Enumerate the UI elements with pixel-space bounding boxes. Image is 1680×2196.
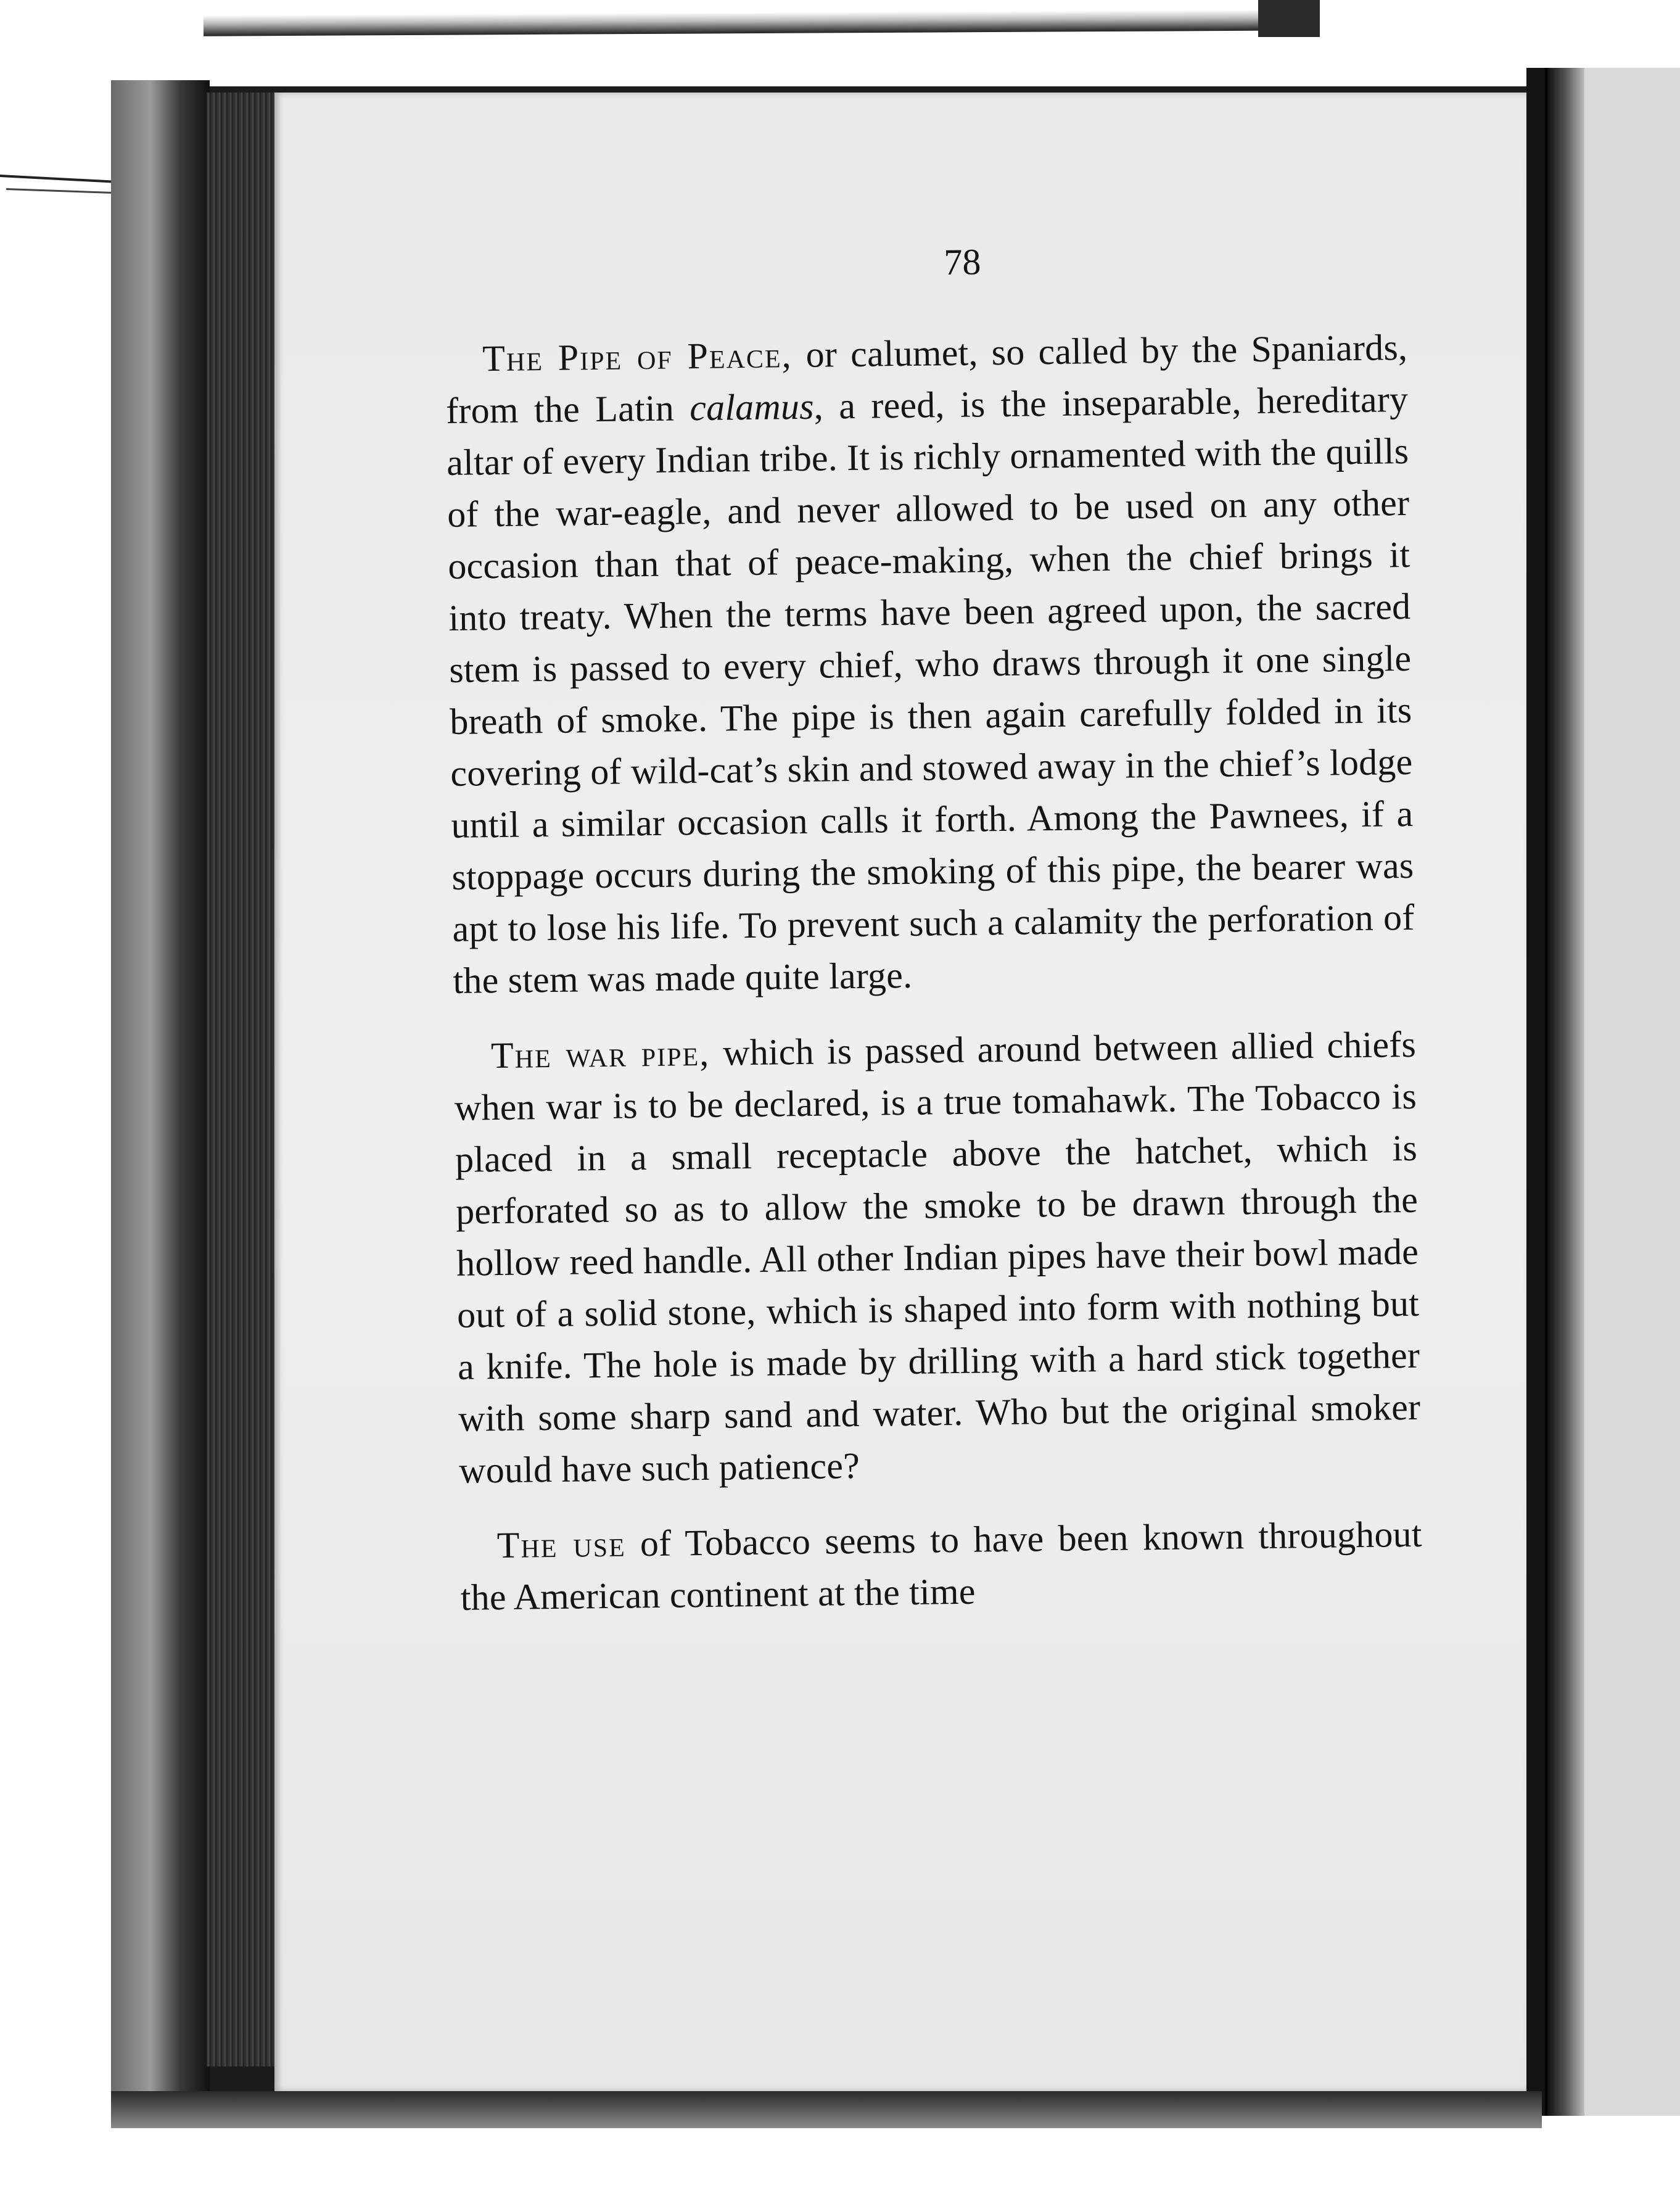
- page-stack-edges: [207, 93, 274, 2066]
- paragraph-body-rest: , a reed, is the inseparable, hereditary altar of every Indian tribe. It is richly ornamented with the quills of the war-eagle, and never allowed to be used on any other occasion than that of peace-making, when the chief brings it into treaty. When the terms have been agreed upon, the sacred stem is passed to every chief, who draws through it one single breath of smoke. The pipe is then again carefully folded in its covering of wild-cat’s skin and stowed away in the chief’s lodge until a similar occasion calls it forth. Among the Pawnees, if a stoppage occurs during the smoking of this pipe, the bearer was apt to lose his life. To prevent such a calamity the perforation of the stem was made quite large.: [446, 378, 1415, 1001]
- paragraph-body: or calumet, so called by the Spaniards, from the Latin: [445, 326, 1408, 431]
- latin-term: calamus: [689, 386, 815, 429]
- paragraph-war-pipe: [454, 1018, 1422, 1496]
- paragraph-lead: The Pipe of Peace,: [482, 334, 793, 379]
- book-gutter: [1526, 68, 1545, 2116]
- page-text: [444, 235, 1423, 1647]
- book-spine-edge: [111, 80, 210, 2091]
- paragraph-lead: The war pipe,: [490, 1032, 710, 1076]
- paragraph-use-of-tobacco: [459, 1508, 1423, 1624]
- paragraph-body: which is passed around between allied chiefs when war is to be declared, is a true tomahawk. The Tobacco is placed in a small receptacle above the hatchet, which is perforated so as to allow the smoke to be drawn through the hollow reed handle. All other Indian pipes have their bowl made out of a solid stone, which is shaped into form with nothing but a knife. The hole is made by drilling with a hard stick together with some sharp sand and water. Who but the original smoker would have such patience?: [454, 1023, 1421, 1491]
- book-top-edge: [1258, 0, 1320, 37]
- book-bottom-edge: [111, 2091, 1542, 2128]
- paragraph-lead: The use: [496, 1523, 627, 1566]
- adjacent-page: [1545, 68, 1680, 2116]
- adjacent-page-shadow: [1547, 68, 1584, 2116]
- paragraph-pipe-of-peace: [445, 321, 1415, 1007]
- paragraph-body: of Tobacco seems to have been known throughout the American continent at the time: [460, 1513, 1423, 1618]
- page-number: 78: [943, 241, 981, 283]
